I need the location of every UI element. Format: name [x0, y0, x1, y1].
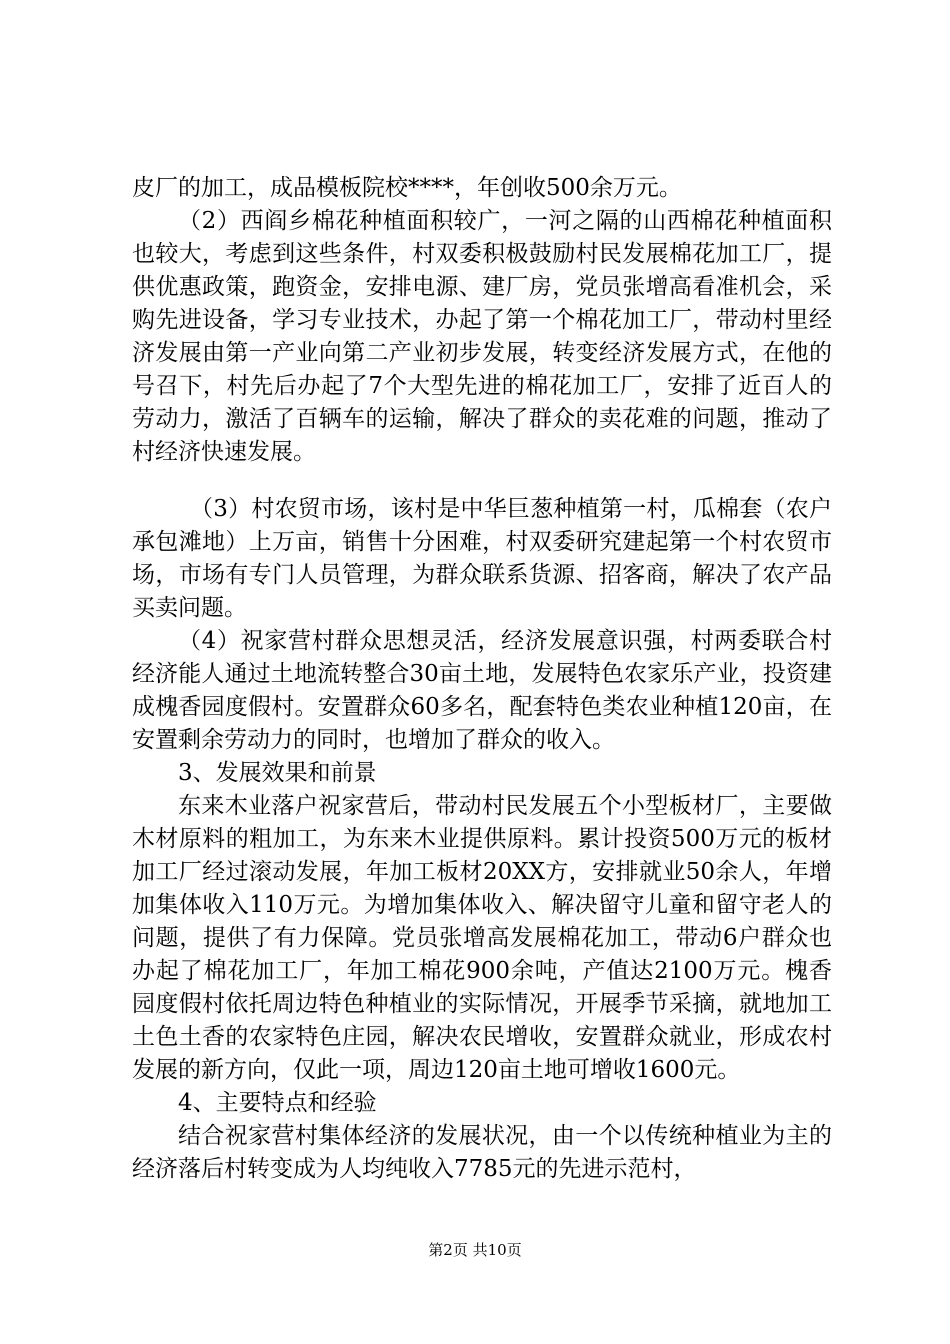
paragraph-item-4: （4）祝家营村群众思想灵活，经济发展意识强，村两委联合村经济能人通过土地流转整合30亩土地，发展特色农家乐产业，投资建成槐香园度假村。安置群众60多名，配套特色类农业种植120亩，在安置剩余劳动力的同时，也增加了群众的收入。 [132, 628, 832, 753]
page-footer: 第2页 共10页 [428, 1241, 522, 1259]
paragraph-item-2: （2）西阎乡棉花种植面积较广，一河之隔的山西棉花种植面积也较大，考虑到这些条件，村双委积极鼓励村民发展棉花加工厂，提供优惠政策，跑资金，安排电源、建厂房，党员张增高看准机会，采购先进设备，学习专业技术，办起了第一个棉花加工厂，带动村里经济发展由第一产业向第二产业初步发展，转变经济发展方式，在他的号召下，村先后办起了7个大型先进的棉花加工厂，安排了近百人的劳动力，激活了百辆车的运输，解决了群众的卖花难的问题，推动了村经济快速发展。 [132, 208, 832, 465]
paragraph-item-3: （3）村农贸市场，该村是中华巨葱种植第一村，瓜棉套（农户承包滩地）上万亩，销售十分困难，村双委研究建起第一个村农贸市场，市场有专门人员管理，为群众联系货源、招客商，解决了农产品买卖问题。 [132, 496, 832, 621]
paragraph-results: 东来木业落户祝家营后，带动村民发展五个小型板材厂，主要做木材原料的粗加工，为东来木业提供原料。累计投资500万元的板材加工厂经过滚动发展，年加工板材20XX方，安排就业50余人，年增加集体收入110万元。为增加集体收入、解决留守儿童和留守老人的问题，提供了有力保障。党员张增高发展棉花加工，带动6户群众也办起了棉花加工厂，年加工棉花900余吨，产值达2100万元。槐香园度假村依托周边特色种植业的实际情况，开展季节采摘，就地加工土色土香的农家特色庄园，解决农民增收，安置群众就业，形成农村发展的新方向，仅此一项，周边120亩土地可增收1600元。 [132, 793, 832, 1083]
section-heading-4: 4、主要特点和经验 [178, 1090, 377, 1116]
section-heading-3: 3、发展效果和前景 [178, 760, 377, 786]
paragraph-continued: 皮厂的加工，成品模板院校****，年创收500余万元。 [132, 175, 682, 201]
document-body [132, 172, 832, 1186]
paragraph-features: 结合祝家营村集体经济的发展状况，由一个以传统种植业为主的经济落后村转变成为人均纯收入7785元的先进示范村， [132, 1123, 832, 1182]
paragraph-gap [132, 469, 832, 493]
